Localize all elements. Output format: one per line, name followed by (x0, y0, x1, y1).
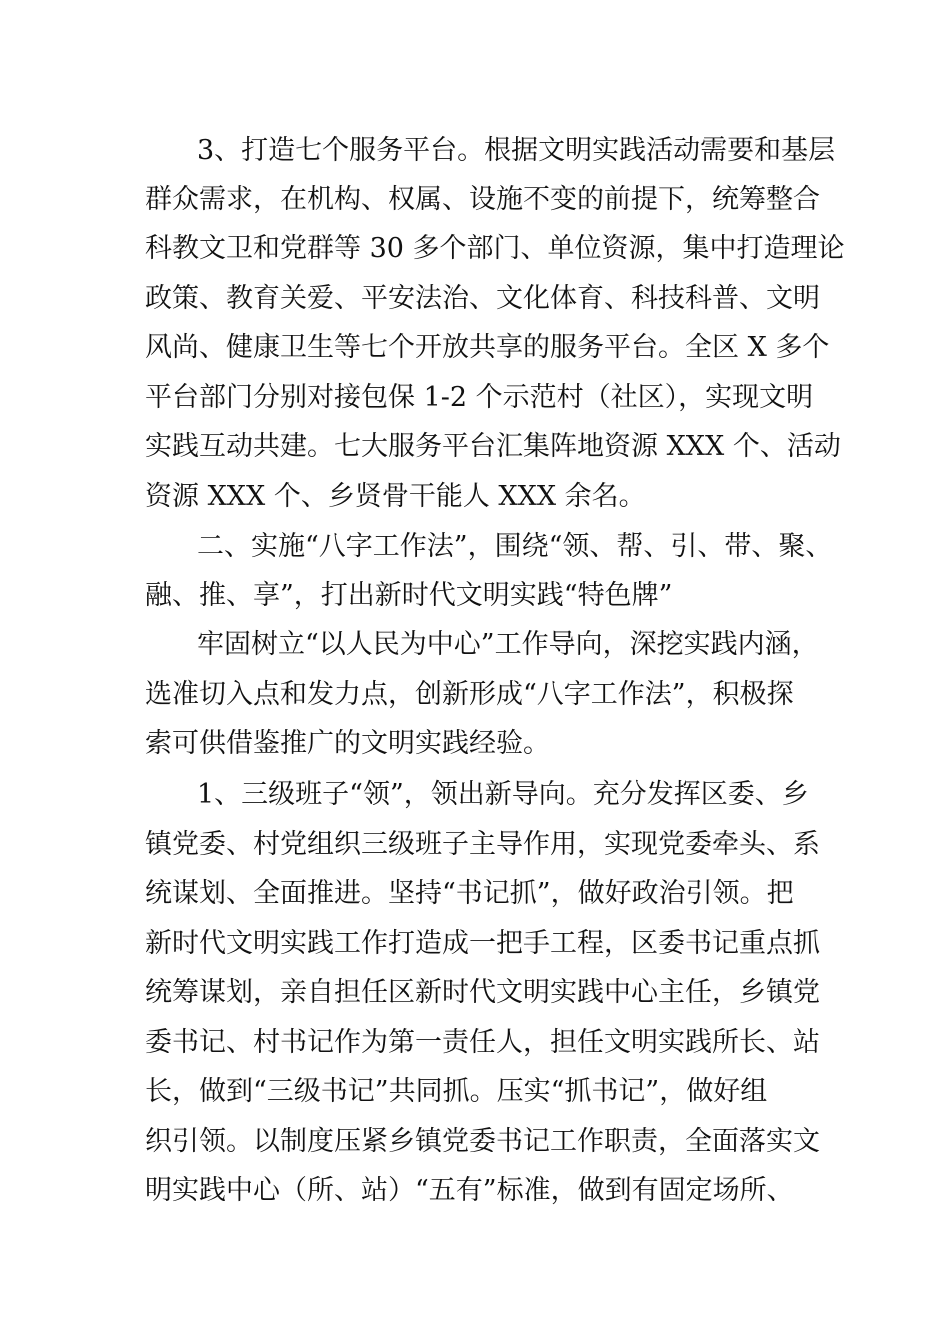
section-heading-line-2: 融、推、享”，打出新时代文明实践“特色牌” (145, 580, 673, 611)
text-line-13: 镇党委、村党组织三级班子主导作用，实现党委牵头、系 (145, 829, 820, 860)
text-line-8: 资源 XXX 个、乡贤骨干能人 XXX 余名。 (145, 481, 646, 512)
text-line-6: 平台部门分别对接包保 1-2 个示范村（社区），实现文明 (145, 382, 814, 413)
text-line-16: 统筹谋划，亲自担任区新时代文明实践中心主任，乡镇党 (145, 977, 820, 1008)
text-line-20: 明实践中心（所、站）“五有”标准，做到有固定场所、 (145, 1175, 794, 1206)
text-line-18: 长，做到“三级书记”共同抓。压实“抓书记”，做好组 (145, 1076, 768, 1107)
text-line-17: 委书记、村书记作为第一责任人，担任文明实践所长、站 (145, 1027, 820, 1058)
text-line-7: 实践互动共建。七大服务平台汇集阵地资源 XXX 个、活动 (145, 431, 841, 462)
text-line-11: 索可供借鉴推广的文明实践经验。 (145, 728, 550, 759)
text-line-12: 1、三级班子“领”，领出新导向。充分发挥区委、乡 (197, 779, 809, 810)
text-line-1: 3、打造七个服务平台。根据文明实践活动需要和基层 (197, 135, 836, 166)
text-line-5: 风尚、健康卫生等七个开放共享的服务平台。全区 X 多个 (145, 332, 830, 363)
text-line-14: 统谋划、全面推进。坚持“书记抓”，做好政治引领。把 (145, 878, 794, 909)
text-line-10: 选准切入点和发力点，创新形成“八字工作法”，积极探 (145, 679, 794, 710)
text-line-9: 牢固树立“以人民为中心”工作导向，深挖实践内涵， (197, 629, 819, 660)
section-heading-line-1: 二、实施“八字工作法”，围绕“领、帮、引、带、聚、 (197, 531, 833, 562)
text-line-19: 织引领。以制度压紧乡镇党委书记工作职责，全面落实文 (145, 1126, 820, 1157)
text-line-3: 科教文卫和党群等 30 多个部门、单位资源，集中打造理论 (145, 233, 845, 264)
text-line-15: 新时代文明实践工作打造成一把手工程，区委书记重点抓 (145, 928, 820, 959)
text-line-2: 群众需求，在机构、权属、设施不变的前提下，统筹整合 (145, 184, 820, 215)
text-line-4: 政策、教育关爱、平安法治、文化体育、科技科普、文明 (145, 283, 820, 314)
